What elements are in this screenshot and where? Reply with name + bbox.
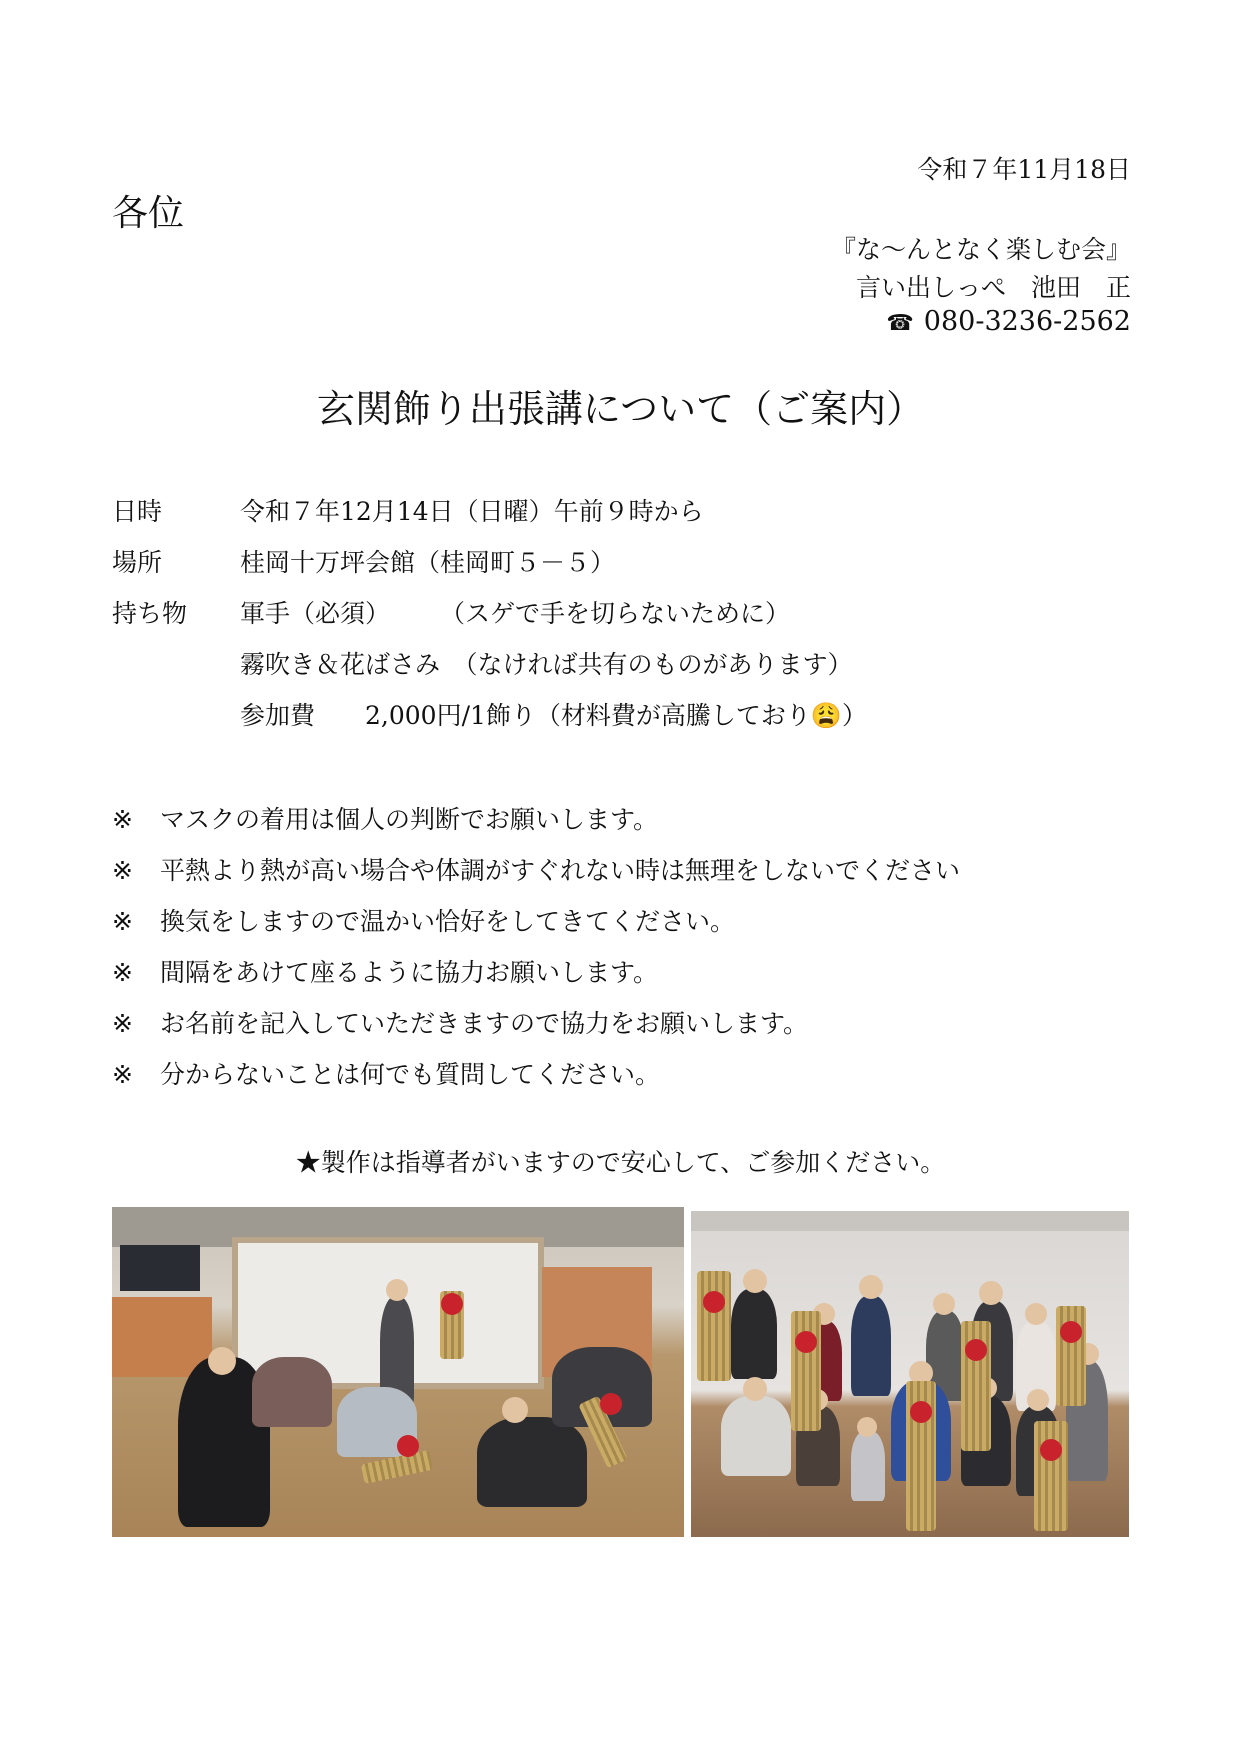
detail-value-place: 桂岡十万坪会館（桂岡町５－５） [240, 548, 616, 577]
closing-message: ★製作は指導者がいますので安心して、ご参加ください。 [295, 1148, 946, 1177]
organizer-person: 言い出しっぺ 池田 正 [855, 273, 1131, 302]
note-item [112, 1055, 660, 1091]
organizer-phone-line [886, 306, 1131, 337]
note-mark: ※ [112, 958, 133, 987]
detail-label-place: 場所 [112, 548, 163, 577]
note-item [112, 953, 658, 989]
note-item [112, 800, 658, 836]
note-item [112, 902, 735, 938]
note-text: 分からないことは何でも質問してください。 [160, 1060, 661, 1089]
note-text: 間隔をあけて座るように協力お願いします。 [160, 958, 659, 987]
note-mark: ※ [112, 805, 133, 834]
page-title: 玄関飾り出張講について（ご案内） [316, 387, 925, 431]
note-item [112, 851, 960, 887]
addressee: 各位 [112, 193, 185, 234]
telephone-icon: ☎ [886, 311, 914, 336]
note-mark: ※ [112, 1060, 133, 1089]
note-text: マスクの着用は個人の判断でお願いします。 [160, 805, 659, 834]
organizer-phone: 080-3236-2562 [923, 306, 1131, 337]
note-item [112, 1004, 808, 1040]
workshop-photo [112, 1207, 684, 1537]
detail-label-datetime: 日時 [112, 497, 163, 526]
detail-value-items-2: 霧吹き＆花ばさみ （なければ共有のものがあります） [240, 650, 853, 679]
note-text: お名前を記入していただきますので協力をお願いします。 [160, 1009, 809, 1038]
detail-value-fee: 参加費 2,000円/1飾り（材料費が高騰しており😩） [240, 701, 868, 730]
note-mark: ※ [112, 907, 133, 936]
detail-label-items: 持ち物 [112, 599, 188, 628]
detail-value-items: 軍手（必須） （スゲで手を切らないために） [240, 599, 791, 628]
organizer-group: 『な～んとなく楽しむ会』 [830, 235, 1131, 264]
document-date: 令和７年11月18日 [917, 155, 1131, 184]
note-text: 平熱より熱が高い場合や体調がすぐれない時は無理をしないでください [160, 856, 961, 885]
note-mark: ※ [112, 856, 133, 885]
note-text: 換気をしますので温かい恰好をしてきてください。 [160, 907, 736, 936]
detail-value-datetime: 令和７年12月14日（日曜）午前９時から [240, 497, 704, 526]
note-mark: ※ [112, 1009, 133, 1038]
group-photo [691, 1211, 1129, 1537]
